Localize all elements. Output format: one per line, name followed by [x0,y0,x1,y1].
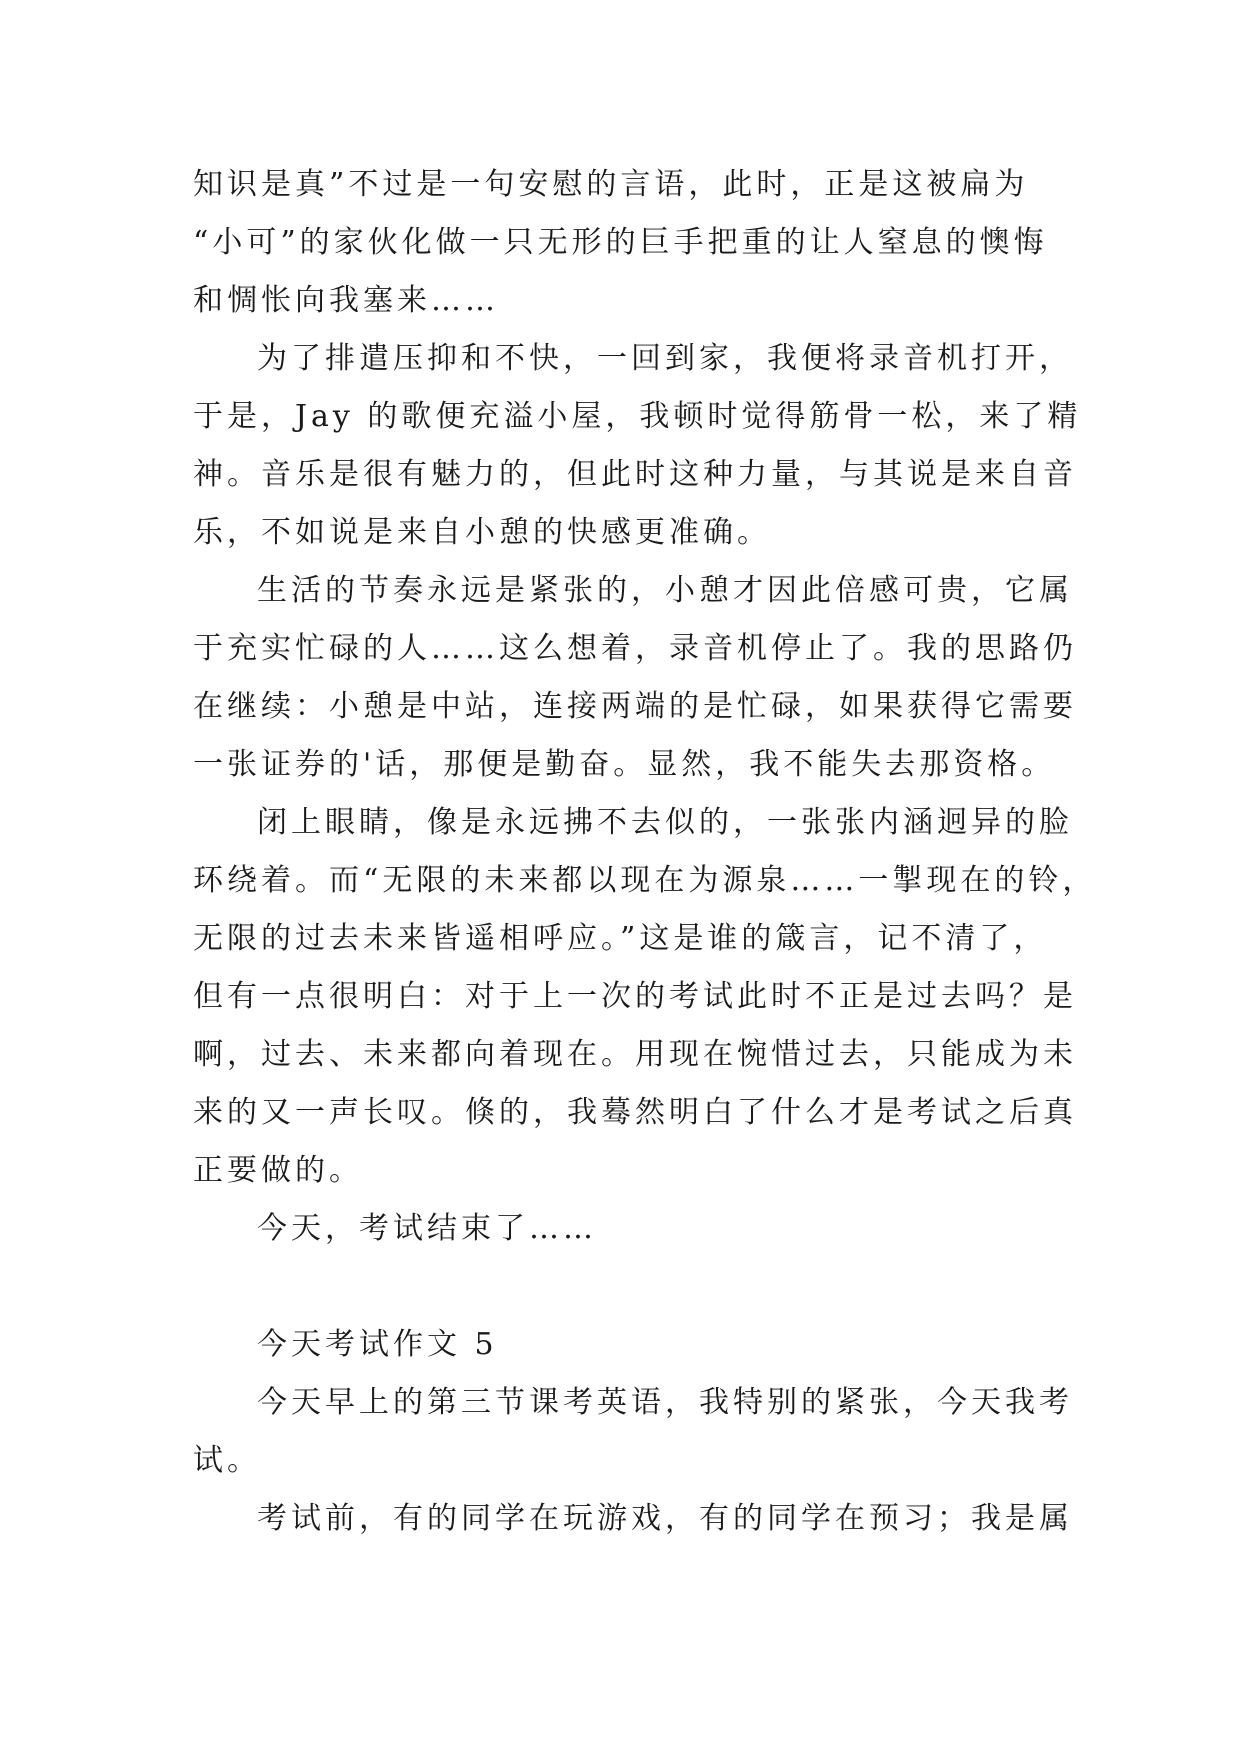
text-line: 环绕着。而“无限的未来都以现在为源泉……一掣现在的铃， [193,863,1097,898]
text-line: 在继续：小憩是中站，连接两端的是忙碌，如果获得它需要 [193,689,1077,724]
text-line: 试。 [193,1443,261,1478]
text-line: 于充实忙碌的人……这么想着，录音机停止了。我的思路仍 [193,631,1077,666]
text-line: 知识是真”不过是一句安慰的言语，此时，正是这被扁为 [193,167,1029,202]
paragraph-exam-morning [193,1374,1073,1490]
text-line: 生活的节奏永远是紧张的，小憩才因此倍感可贵，它属 [257,573,1073,608]
text-line: 正要做的。 [193,1153,363,1188]
text-line: 考试前，有的同学在玩游戏，有的同学在预习；我是属 [257,1501,1073,1536]
paragraph-rhythm [193,562,1077,794]
text-line: 一张证券的'话，那便是勤奋。显然，我不能失去那资格。 [193,747,1056,782]
text-line: 啊，过去、未来都向着现在。用现在惋惜过去，只能成为未 [193,1037,1077,1072]
text-line: 无限的过去未来皆遥相呼应。”这是谁的箴言，记不清了， [193,921,1048,956]
text-line: 但有一点很明白：对于上一次的考试此时不正是过去吗？是 [193,979,1077,1014]
paragraph-before-exam [193,1490,1073,1548]
document-body [193,156,1097,1548]
text-line: 乐，不如说是来自小憩的快感更准确。 [193,515,771,550]
text-line: 于是，Jay 的歌便充溢小屋，我顿时觉得筋骨一松，来了精 [193,399,1082,434]
text-line: 今天早上的第三节课考英语，我特别的紧张，今天我考 [257,1385,1073,1420]
text-line: 今天，考试结束了…… [257,1211,597,1246]
paragraph-continuation [193,156,1063,330]
text-line: 神。音乐是很有魅力的，但此时这种力量，与其说是来自音 [193,457,1077,492]
paragraph-reflection [193,794,1097,1200]
text-line: “小可”的家伙化做一只无形的巨手把重的让人窒息的懊悔 [193,225,1048,260]
text-line: 来的又一声长叹。倏的，我蓦然明白了什么才是考试之后真 [193,1095,1077,1130]
text-line: 闭上眼睛，像是永远拂不去似的，一张张内涵迥异的脸 [257,805,1073,840]
text-line: 为了排遣压抑和不快，一回到家，我便将录音机打开， [257,341,1073,376]
paragraph-music [193,330,1082,562]
section-title: 今天考试作文 5 [257,1327,498,1362]
section-spacer [193,1258,1063,1316]
paragraph-ending [193,1200,1063,1258]
text-line: 和惆怅向我塞来…… [193,283,499,318]
